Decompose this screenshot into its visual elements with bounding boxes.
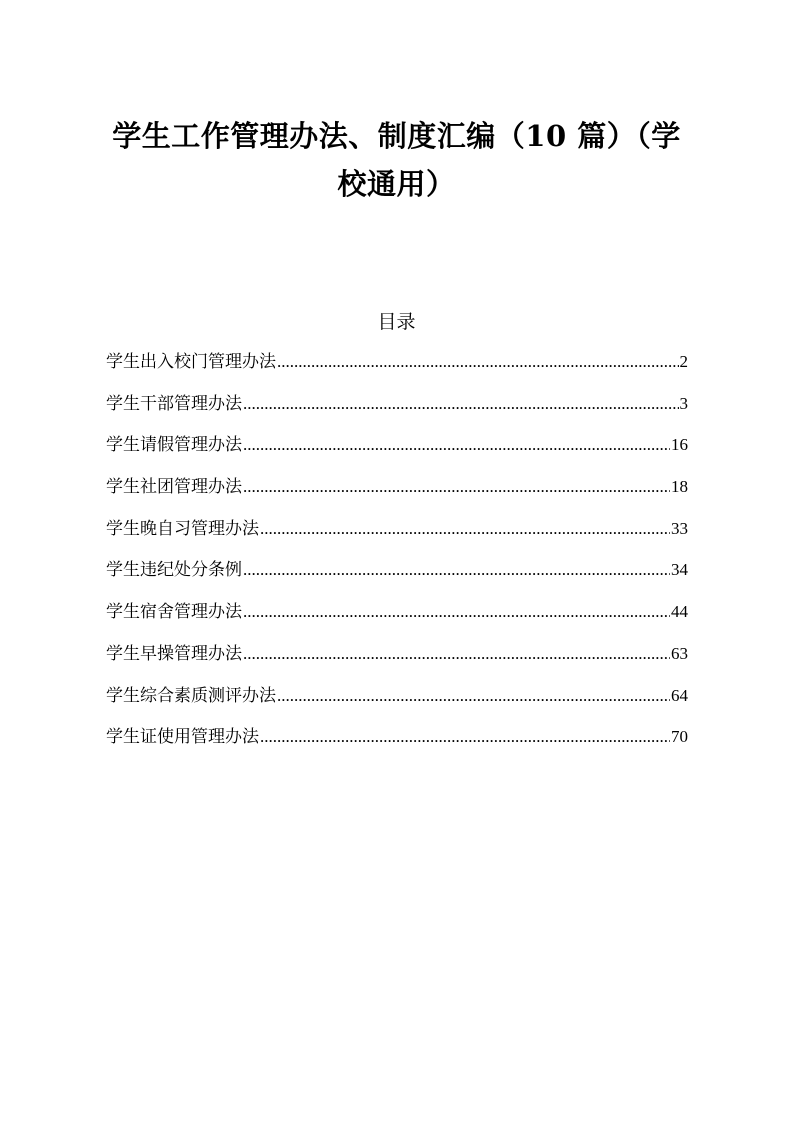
toc-entry-label: 学生请假管理办法 <box>106 435 242 456</box>
toc-entry-label: 学生晚自习管理办法 <box>106 518 259 539</box>
toc-entry-page: 16 <box>671 435 688 455</box>
toc-entry-label: 学生早操管理办法 <box>106 643 242 664</box>
toc-entry[interactable] <box>106 392 688 434</box>
toc-dot-leader <box>243 475 670 499</box>
toc-entry-page: 64 <box>671 685 688 705</box>
toc-entry-label: 学生综合素质测评办法 <box>106 685 276 706</box>
toc-entry-page: 3 <box>679 393 688 413</box>
toc-entry-label: 学生社团管理办法 <box>106 477 242 498</box>
toc-entry-page: 34 <box>671 560 688 580</box>
toc-entry-label: 学生干部管理办法 <box>106 393 242 414</box>
toc-entry-label: 学生违纪处分条例 <box>106 560 242 581</box>
toc-entry-label: 学生证使用管理办法 <box>106 727 259 748</box>
toc-entry[interactable] <box>106 433 688 475</box>
toc-entry-page: 70 <box>671 727 688 747</box>
toc-entry[interactable] <box>106 558 688 600</box>
document-title: 学生工作管理办法、制度汇编（10 篇）（学校通用） <box>112 119 681 201</box>
toc-dot-leader <box>277 350 679 374</box>
toc-dot-leader <box>243 433 670 457</box>
toc-dot-leader <box>260 725 670 749</box>
toc-dot-leader <box>243 600 670 624</box>
toc-dot-leader <box>277 684 670 708</box>
toc-dot-leader <box>243 558 670 582</box>
toc-entry[interactable] <box>106 684 688 726</box>
toc-entry[interactable] <box>106 350 688 392</box>
toc-entry-label: 学生出入校门管理办法 <box>106 352 276 372</box>
toc-entry[interactable] <box>106 517 688 559</box>
toc-dot-leader <box>260 517 670 541</box>
toc-entry-label: 学生宿舍管理办法 <box>106 602 242 623</box>
table-of-contents <box>106 350 688 767</box>
toc-dot-leader <box>243 642 670 666</box>
toc-heading: 目录 <box>377 311 416 333</box>
toc-entry[interactable] <box>106 475 688 517</box>
toc-entry-page: 63 <box>671 643 688 663</box>
toc-entry-page: 44 <box>671 602 688 622</box>
toc-entry-page: 2 <box>679 352 688 371</box>
toc-entry[interactable] <box>106 642 688 684</box>
toc-entry[interactable] <box>106 600 688 642</box>
toc-entry[interactable] <box>106 725 688 767</box>
toc-entry-page: 33 <box>671 518 688 538</box>
toc-entry-page: 18 <box>671 477 688 497</box>
toc-dot-leader <box>243 392 679 416</box>
